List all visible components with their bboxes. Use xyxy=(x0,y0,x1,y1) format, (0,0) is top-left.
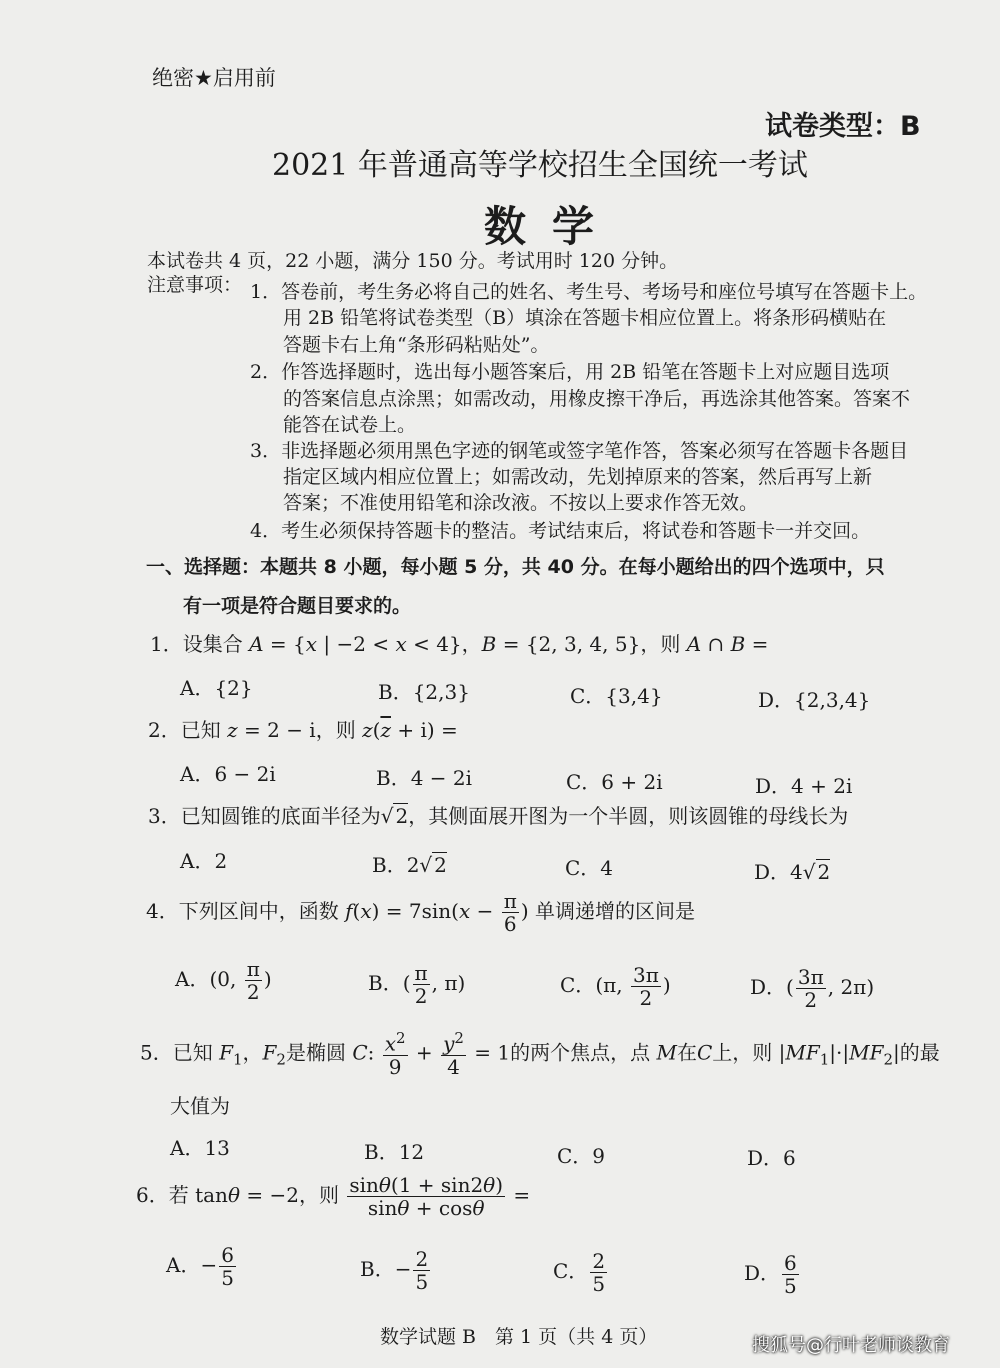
watermark: 搜狐号@行叶老师谈教育 xyxy=(752,1335,950,1356)
notice-line: 指定区域内相应位置上；如需改动，先划掉原来的答案，然后再写上新 xyxy=(283,466,873,488)
notice-line: 1．答卷前，考生务必将自己的姓名、考生号、考场号和座位号填写在答题卡上。 xyxy=(250,281,928,303)
notice-line: 2．作答选择题时，选出每小题答案后，用 2B 铅笔在答题卡上对应题目选项 xyxy=(250,361,890,383)
q1-option-d: D．{2,3,4} xyxy=(758,688,871,712)
question-1: 1．设集合 A = {x | −2 < x < 4}，B = {2, 3, 4, 5}，则 A ∩ B = xyxy=(150,632,769,656)
question-4: 4．下列区间中，函数 f(x) = 7sin(x − $\frac{\pi}{6}$ ) 单调递增的区间是 xyxy=(146,889,696,936)
q6-option-d: D． $\frac{6}{5}$ xyxy=(744,1251,797,1298)
q5-option-c: C．9 xyxy=(557,1144,606,1168)
q2-option-d: D．4 + 2i xyxy=(755,774,853,798)
q3-option-d: D．4√ 2 xyxy=(754,860,831,884)
question-3: 3．已知圆锥的底面半径为√ 2，其侧面展开图为一个半圆，则该圆锥的母线长为 xyxy=(148,804,849,828)
q3-option-c: C．4 xyxy=(565,856,614,880)
question-5: 5．已知 $F_1$，$F_2$是椭圆 C: $\frac{x^2}{9}$ + $\frac{y^2}{4}$ = 1的两个焦点，点 M在C上，则 $|MF_1|\cdot|MF_2|$的最 xyxy=(140,1029,940,1079)
section-heading: 有一项是符合题目要求的。 xyxy=(183,595,412,617)
confidential-mark: 绝密★启用前 xyxy=(152,66,276,90)
q2-option-a: A．6 − 2i xyxy=(180,762,276,786)
q6-option-a: A．− $\frac{6}{5}$ xyxy=(166,1243,234,1290)
notice-line: 答案；不准使用铅笔和涂改液。不按以上要求作答无效。 xyxy=(283,492,759,514)
q4-option-d: D．( $\frac{3\pi}{2}$ , 2π) xyxy=(750,965,875,1012)
notice-line: 用 2B 铅笔将试卷类型（B）填涂在答题卡相应位置上。将条形码横贴在 xyxy=(283,307,887,329)
q3-option-b: B．2√ 2 xyxy=(372,853,447,877)
q4-option-a: A．(0, $\frac{\pi}{2}$ ) xyxy=(175,957,272,1004)
q1-option-c: C．{3,4} xyxy=(570,684,663,708)
q6-option-b: B．− $\frac{2}{5}$ xyxy=(360,1247,429,1294)
intro-text: 本试卷共 4 页，22 小题，满分 150 分。考试用时 120 分钟。 xyxy=(147,250,679,272)
page-footer: 数学试题 B 第 1 页（共 4 页） xyxy=(380,1326,658,1348)
notice-line: 4．考生必须保持答题卡的整洁。考试结束后，将试卷和答题卡一并交回。 xyxy=(250,520,871,542)
question-5-continued: 大值为 xyxy=(170,1094,230,1118)
paper-type-label: 试卷类型：B xyxy=(765,111,921,142)
q4-option-c: C．(π, $\frac{3\pi}{2}$ ) xyxy=(560,963,671,1010)
q2-option-c: C．6 + 2i xyxy=(566,770,663,794)
exam-title: 2021 年普通高等学校招生全国统一考试 xyxy=(272,148,808,183)
notice-line: 的答案信息点涂黑；如需改动，用橡皮擦干净后，再选涂其他答案。答案不 xyxy=(283,388,911,410)
q5-option-b: B．12 xyxy=(364,1140,425,1164)
q3-option-a: A．2 xyxy=(180,849,228,873)
q5-option-a: A．13 xyxy=(170,1136,230,1160)
subject-title: 数学 xyxy=(484,202,621,251)
q5-option-d: D．6 xyxy=(747,1146,796,1170)
q4-option-b: B．( $\frac{\pi}{2}$ , π) xyxy=(368,961,466,1008)
section-heading: 一、选择题：本题共 8 小题，每小题 5 分，共 40 分。在每小题给出的四个选项中，只 xyxy=(146,556,885,578)
question-2: 2．已知 z = 2 − i，则 $z(\overline{z} + i)$ = xyxy=(148,718,458,742)
q1-option-a: A．{2} xyxy=(180,676,253,700)
notice-label: 注意事项： xyxy=(147,274,243,296)
notice-line: 答题卡右上角“条形码粘贴处”。 xyxy=(283,334,550,356)
notice-line: 3．非选择题必须用黑色字迹的钢笔或签字笔作答，答案必须写在答题卡各题目 xyxy=(250,440,909,462)
q1-option-b: B．{2,3} xyxy=(378,680,470,704)
question-6: 6．若 tanθ = −2，则 $\frac{\sin\theta(1 + \sin 2\theta)}{\sin\theta + \cos\theta}$ = xyxy=(136,1173,531,1220)
notice-line: 能答在试卷上。 xyxy=(283,414,417,436)
q2-option-b: B．4 − 2i xyxy=(376,766,473,790)
q6-option-c: C． $\frac{2}{5}$ xyxy=(553,1249,606,1296)
